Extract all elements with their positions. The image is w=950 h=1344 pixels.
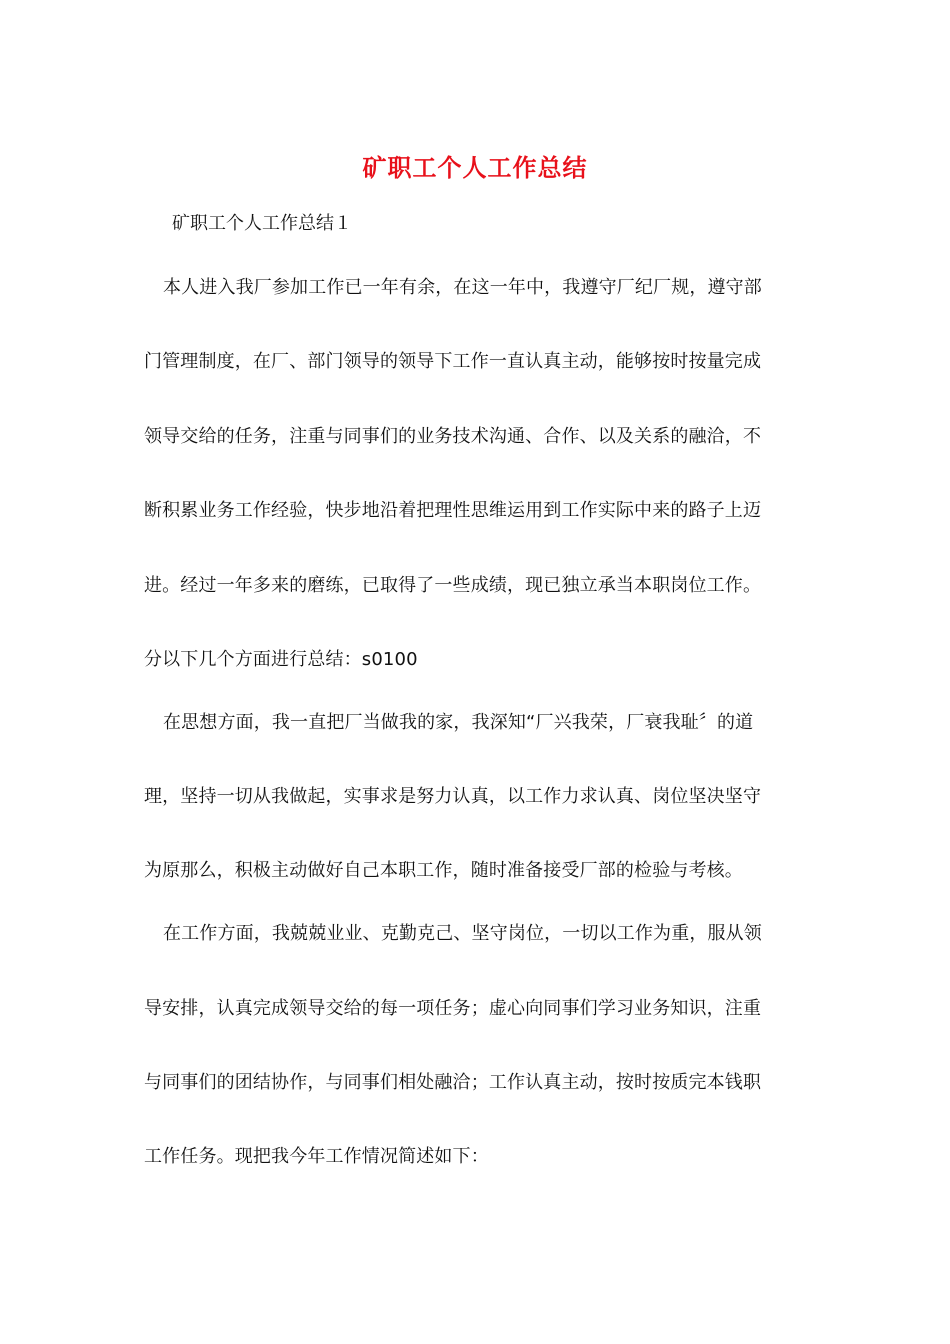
paragraph-line: 理，坚持一切从我做起，实事求是努力认真，以工作力求认真、岗位坚决坚守 [144, 786, 762, 807]
paragraph-line: 工作任务。现把我今年工作情况简述如下： [144, 1146, 489, 1167]
paragraph-line: 领导交给的任务，注重与同事们的业务技术沟通、合作、以及关系的融洽，不 [144, 426, 762, 447]
paragraph-line: 在思想方面，我一直把厂当做我的家，我深知“厂兴我荣，厂衰我耻〞的道 [163, 712, 754, 733]
paragraph-line: 与同事们的团结协作，与同事们相处融洽；工作认真主动，按时按质完本钱职 [144, 1072, 762, 1093]
paragraph-line: 分以下几个方面进行总结：s0100 [144, 649, 418, 670]
paragraph-line: 在工作方面，我兢兢业业、克勤克己、坚守岗位，一切以工作为重，服从领 [163, 923, 762, 944]
paragraph-line: 进。经过一年多来的磨练，已取得了一些成绩，现已独立承当本职岗位工作。 [144, 575, 762, 596]
paragraph-line: 导安排，认真完成领导交给的每一项任务；虚心向同事们学习业务知识，注重 [144, 998, 762, 1019]
paragraph-line: 门管理制度，在厂、部门领导的领导下工作一直认真主动，能够按时按量完成 [144, 351, 762, 372]
document-title: 矿职工个人工作总结 [362, 153, 588, 182]
paragraph-line: 为原那么，积极主动做好自己本职工作，随时准备接受厂部的检验与考核。 [144, 860, 743, 881]
section-heading: 矿职工个人工作总结１ [172, 213, 352, 234]
paragraph-line: 断积累业务工作经验，快步地沿着把理性思维运用到工作实际中来的路子上迈 [144, 500, 762, 521]
paragraph-line: 本人进入我厂参加工作已一年有余，在这一年中，我遵守厂纪厂规，遵守部 [163, 277, 762, 298]
